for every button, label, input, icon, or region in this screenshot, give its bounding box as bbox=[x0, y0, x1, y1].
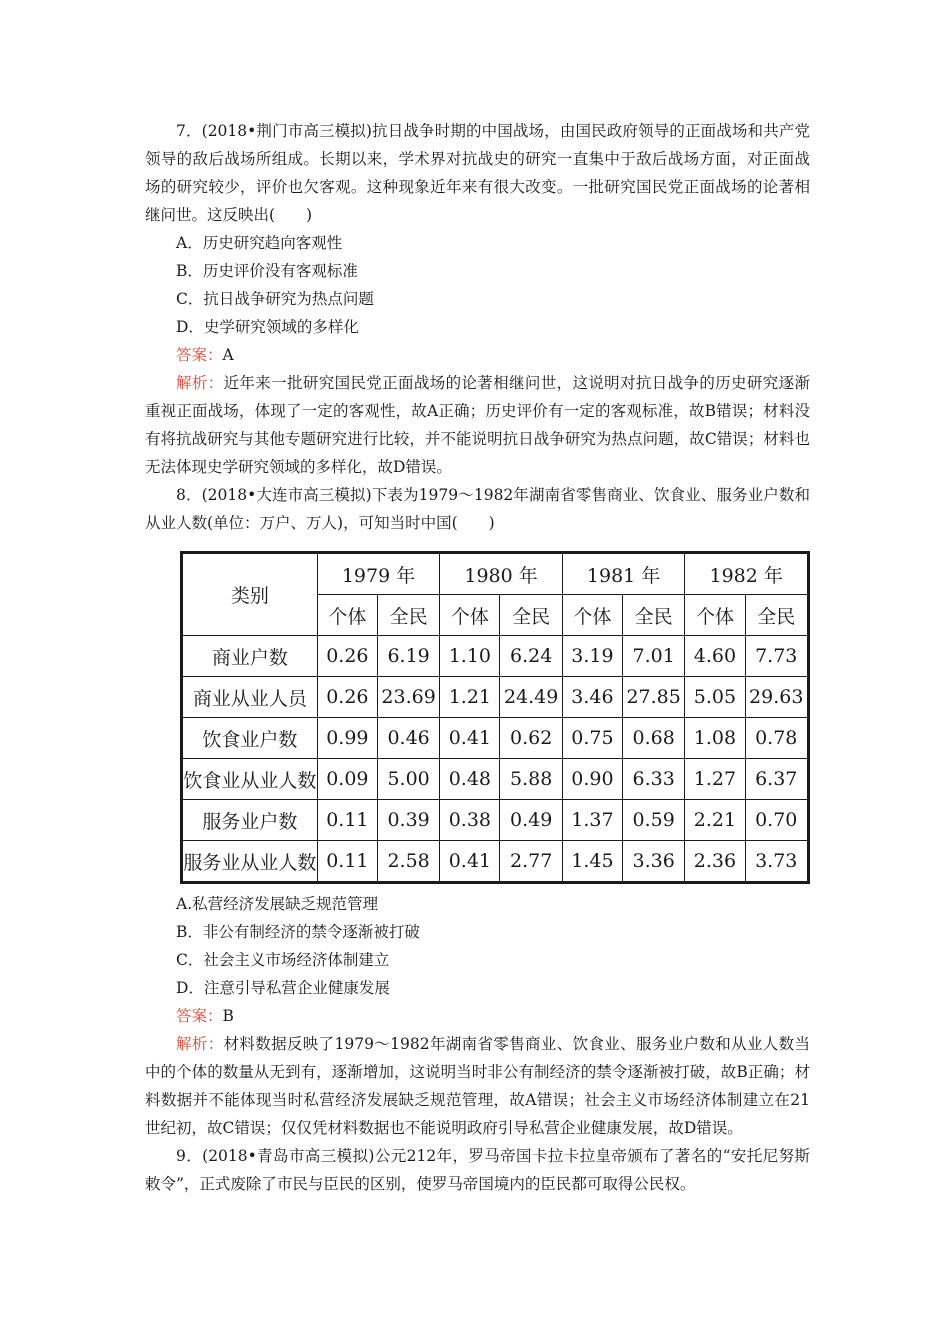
table-cell: 0.11 bbox=[317, 800, 377, 841]
q7-analysis-text: 近年来一批研究国民党正面战场的论著相继问世，这说明对抗日战争的历史研究逐渐重视正面战场，体现了一定的客观性，故A正确；历史评价有一定的客观标准，故B错误；材料没有将抗战研究与其他专题研究进行比较，并不能说明抗日战争研究为热点问题，故C错误；材料也无法体现史学研究领域的多样化，故D错误。 bbox=[145, 374, 810, 476]
table-cell: 1.37 bbox=[562, 800, 622, 841]
q7-answer-label: 答案： bbox=[176, 346, 223, 364]
table-cell: 0.62 bbox=[500, 718, 562, 759]
table-cell: 27.85 bbox=[622, 677, 684, 718]
table-cell: 1.08 bbox=[685, 718, 745, 759]
table-row-label: 服务业户数 bbox=[182, 800, 318, 841]
table-body bbox=[182, 636, 809, 883]
q7-option-c: C．抗日战争研究为热点问题 bbox=[176, 290, 374, 308]
table-cell: 0.49 bbox=[500, 800, 562, 841]
q8-option-b: B．非公有制经济的禁令逐渐被打破 bbox=[176, 923, 420, 941]
table-cell: 0.48 bbox=[440, 759, 500, 800]
table-subheader-state: 全民 bbox=[500, 595, 562, 636]
table-cell: 2.58 bbox=[377, 841, 439, 883]
table-subheader-individual: 个体 bbox=[317, 595, 377, 636]
table-subheader-individual: 个体 bbox=[440, 595, 500, 636]
table-cell: 0.78 bbox=[745, 718, 808, 759]
table-cell: 7.01 bbox=[622, 636, 684, 677]
table-subheader-state: 全民 bbox=[622, 595, 684, 636]
table-cell: 5.05 bbox=[685, 677, 745, 718]
table-cell: 2.36 bbox=[685, 841, 745, 883]
table-cell: 29.63 bbox=[745, 677, 808, 718]
q9-stem: 9．(2018•青岛市高三模拟)公元212年，罗马帝国卡拉卡拉皇帝颁布了著名的“安托尼努斯敕令”，正式废除了市民与臣民的区别，使罗马帝国境内的臣民都可取得公民权。 bbox=[145, 1147, 810, 1193]
q8-answer-label: 答案： bbox=[176, 1007, 223, 1025]
table-cell: 0.41 bbox=[440, 718, 500, 759]
table-cell: 1.45 bbox=[562, 841, 622, 883]
q8-option-c: C．社会主义市场经济体制建立 bbox=[176, 951, 390, 969]
q8-analysis-label: 解析： bbox=[176, 1035, 224, 1053]
table-row-label: 饮食业户数 bbox=[182, 718, 318, 759]
table-cell: 0.70 bbox=[745, 800, 808, 841]
q8-stem: 8．(2018•大连市高三模拟)下表为1979～1982年湖南省零售商业、饮食业、服务业户数和从业人数(单位：万户、万人)，可知当时中国( ) bbox=[145, 486, 810, 532]
table-row bbox=[182, 759, 809, 800]
table-cell: 5.00 bbox=[377, 759, 439, 800]
table-row-label: 商业从业人员 bbox=[182, 677, 318, 718]
table-cell: 0.38 bbox=[440, 800, 500, 841]
q7-option-a: A．历史研究趋向客观性 bbox=[176, 234, 343, 252]
q7-option-b: B．历史评价没有客观标准 bbox=[176, 262, 358, 280]
table-cell: 0.59 bbox=[622, 800, 684, 841]
q7-answer-value: A bbox=[222, 346, 234, 364]
table-cell: 0.11 bbox=[317, 841, 377, 883]
q8-table-wrapper bbox=[180, 551, 810, 884]
q7-answer bbox=[145, 341, 810, 369]
table-subheader-individual: 个体 bbox=[685, 595, 745, 636]
table-cell: 0.68 bbox=[622, 718, 684, 759]
table-cell: 1.27 bbox=[685, 759, 745, 800]
table-subheader-individual: 个体 bbox=[562, 595, 622, 636]
table-cell: 3.36 bbox=[622, 841, 684, 883]
table-row bbox=[182, 636, 809, 677]
table-header-year-1982: 1982 年 bbox=[685, 553, 809, 595]
table-cell: 0.26 bbox=[317, 677, 377, 718]
table-cell: 6.24 bbox=[500, 636, 562, 677]
q8-answer bbox=[145, 1002, 810, 1030]
table-cell: 3.19 bbox=[562, 636, 622, 677]
table-row-label: 商业户数 bbox=[182, 636, 318, 677]
table-cell: 0.75 bbox=[562, 718, 622, 759]
table-header-year-1980: 1980 年 bbox=[440, 553, 563, 595]
table-header-category: 类别 bbox=[182, 553, 318, 636]
table-cell: 1.21 bbox=[440, 677, 500, 718]
table-header-year-1981: 1981 年 bbox=[562, 553, 685, 595]
table-cell: 2.77 bbox=[500, 841, 562, 883]
q8-option-d: D．注意引导私营企业健康发展 bbox=[176, 979, 390, 997]
table-cell: 0.99 bbox=[317, 718, 377, 759]
table-cell: 1.10 bbox=[440, 636, 500, 677]
table-cell: 2.21 bbox=[685, 800, 745, 841]
table-cell: 0.09 bbox=[317, 759, 377, 800]
table-row-label: 服务业从业人数 bbox=[182, 841, 318, 883]
q8-data-table bbox=[180, 551, 810, 884]
q7-option-d: D．史学研究领域的多样化 bbox=[176, 318, 359, 336]
table-header-year-1979: 1979 年 bbox=[317, 553, 440, 595]
table-header-row-years bbox=[182, 553, 809, 595]
document-content bbox=[145, 117, 810, 1198]
table-row bbox=[182, 841, 809, 883]
table-cell: 24.49 bbox=[500, 677, 562, 718]
table-row bbox=[182, 718, 809, 759]
table-cell: 23.69 bbox=[377, 677, 439, 718]
q7-analysis-label: 解析： bbox=[176, 374, 224, 392]
q8-analysis-text: 材料数据反映了1979～1982年湖南省零售商业、饮食业、服务业户数和从业人数当中的个体的数量从无到有，逐渐增加，这说明当时非公有制经济的禁令逐渐被打破，故B正确；材料数据并不能体现当时私营经济发展缺乏规范管理，故A错误；社会主义市场经济体制建立在21世纪初，故C错误；仅仅凭材料数据也不能说明政府引导私营企业健康发展，故D错误。 bbox=[145, 1035, 810, 1137]
table-cell: 0.26 bbox=[317, 636, 377, 677]
q8-option-a: A.私营经济发展缺乏规范管理 bbox=[176, 895, 379, 913]
table-row-label: 饮食业从业人数 bbox=[182, 759, 318, 800]
table-cell: 6.19 bbox=[377, 636, 439, 677]
table-cell: 0.46 bbox=[377, 718, 439, 759]
table-row bbox=[182, 677, 809, 718]
table-subheader-state: 全民 bbox=[745, 595, 808, 636]
table-cell: 6.37 bbox=[745, 759, 808, 800]
q7-stem: 7．(2018•荆门市高三模拟)抗日战争时期的中国战场，由国民政府领导的正面战场和共产党领导的敌后战场所组成。长期以来，学术界对抗战史的研究一直集中于敌后战场方面，对正面战场的研究较少，评价也欠客观。这种现象近年来有很大改变。一批研究国民党正面战场的论著相继问世。这反映出( ) bbox=[145, 122, 810, 224]
table-cell: 5.88 bbox=[500, 759, 562, 800]
table-row bbox=[182, 800, 809, 841]
q8-analysis bbox=[145, 1030, 810, 1142]
table-cell: 3.73 bbox=[745, 841, 808, 883]
table-cell: 0.41 bbox=[440, 841, 500, 883]
table-cell: 7.73 bbox=[745, 636, 808, 677]
q8-answer-value: B bbox=[222, 1007, 234, 1025]
table-cell: 0.39 bbox=[377, 800, 439, 841]
table-subheader-state: 全民 bbox=[377, 595, 439, 636]
table-cell: 3.46 bbox=[562, 677, 622, 718]
q7-analysis bbox=[145, 369, 810, 481]
table-cell: 0.90 bbox=[562, 759, 622, 800]
table-cell: 4.60 bbox=[685, 636, 745, 677]
table-cell: 6.33 bbox=[622, 759, 684, 800]
